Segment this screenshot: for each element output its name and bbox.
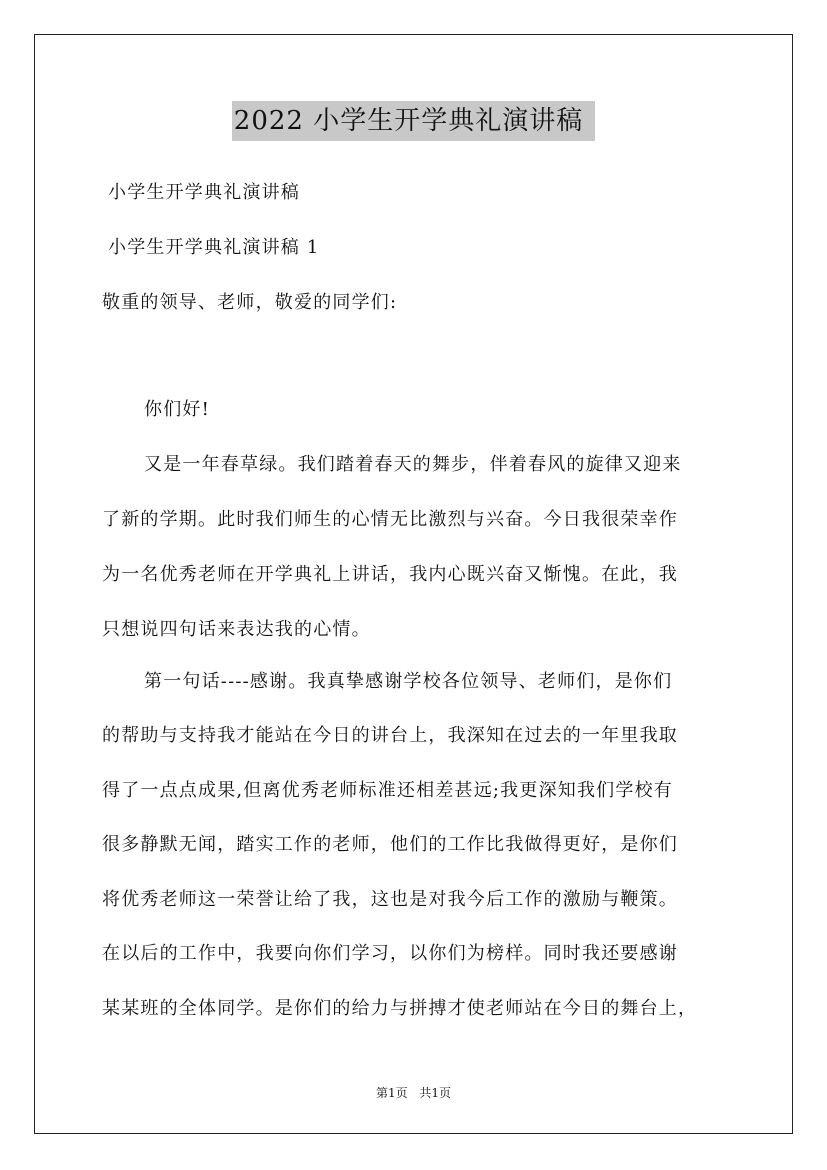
page-footer — [0, 1085, 827, 1101]
paragraph-line: 为一名优秀老师在开学典礼上讲话，我内心既兴奋又惭愧。在此，我 — [102, 564, 678, 585]
paragraph-line: 第一句话----感谢。我真挚感谢学校各位领导、老师们，是你们 — [144, 671, 673, 692]
title-container — [0, 101, 827, 141]
subtitle-line-1: 小学生开学典礼演讲稿 — [108, 182, 300, 203]
paragraph-line: 又是一年春草绿。我们踏着春天的舞步，伴着春风的旋律又迎来 — [144, 454, 682, 475]
salutation-line: 敬重的领导、老师，敬爱的同学们: — [102, 292, 398, 313]
paragraph-line: 的帮助与支持我才能站在今日的讲台上，我深知在过去的一年里我取 — [102, 725, 678, 746]
paragraph-line: 只想说四句话来表达我的心情。 — [102, 619, 371, 640]
page-number: 第1页 — [375, 1086, 408, 1100]
paragraph-line: 得了一点点成果,但离优秀老师标准还相差甚远;我更深知我们学校有 — [102, 780, 673, 801]
paragraph-line: 在以后的工作中，我要向你们学习，以你们为榜样。同时我还要感谢 — [102, 943, 678, 964]
page-total: 共1页 — [419, 1086, 452, 1100]
paragraph-line: 了新的学期。此时我们师生的心情无比激烈与兴奋。今日我很荣幸作 — [102, 509, 678, 530]
paragraph-line: 将优秀老师这一荣誉让给了我，这也是对我今后工作的激励与鞭策。 — [102, 889, 678, 910]
paragraph-line: 某某班的全体同学。是你们的给力与拼搏才使老师站在今日的舞台上， — [102, 998, 698, 1019]
paragraph-line: 很多静默无闻，踏实工作的老师，他们的工作比我做得更好，是你们 — [102, 834, 678, 855]
subtitle-line-2: 小学生开学典礼演讲稿 1 — [108, 237, 320, 258]
greeting-line: 你们好! — [144, 399, 211, 420]
document-title: 2022 小学生开学典礼演讲稿 — [232, 101, 595, 141]
